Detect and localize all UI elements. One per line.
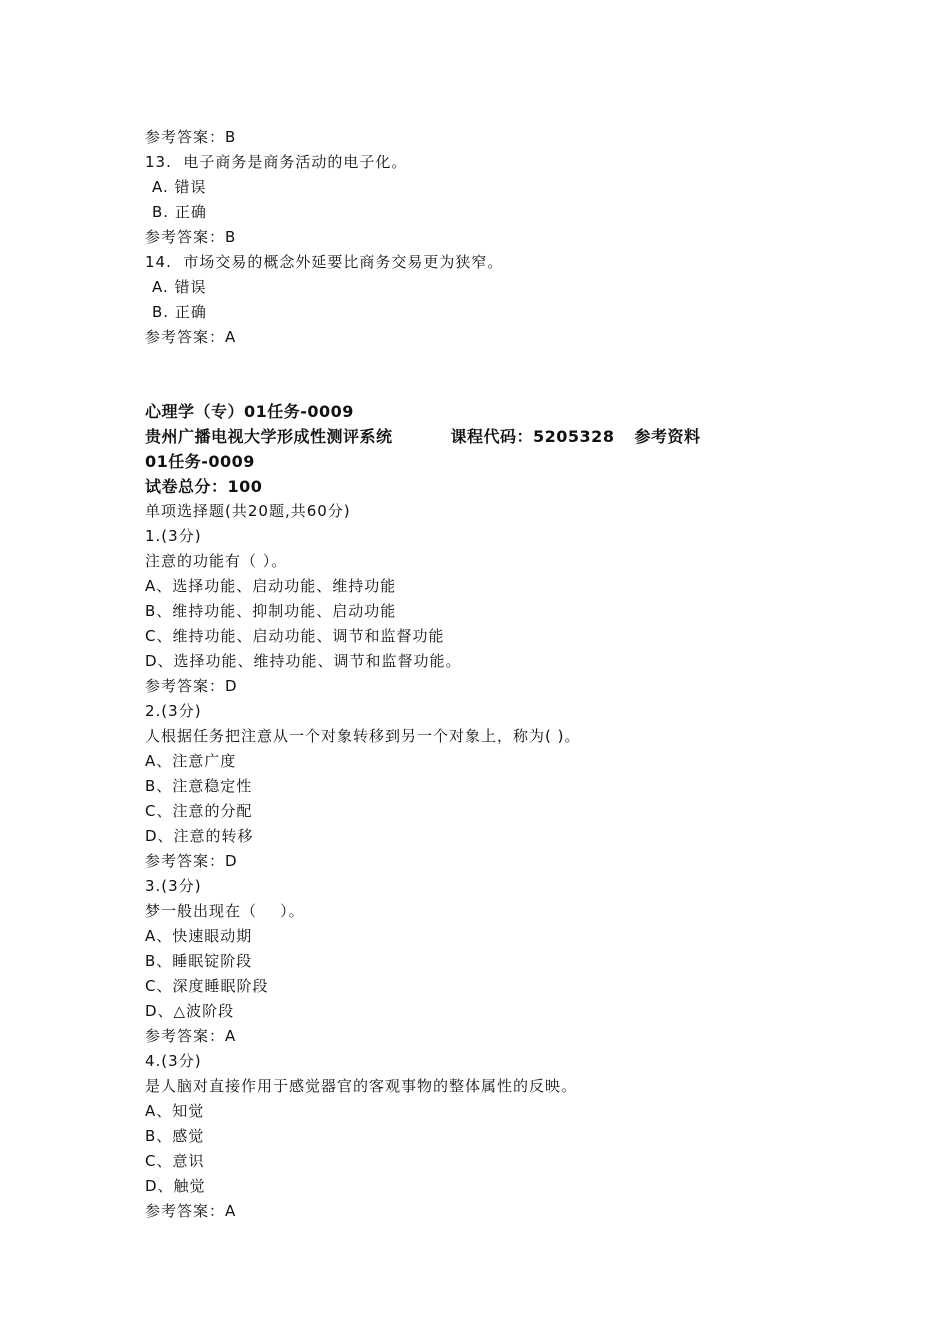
section-title: 单项选择题(共20题,共60分) — [145, 502, 351, 520]
system-name: 贵州广播电视大学形成性测评系统 — [145, 427, 393, 446]
question-3-option-a: A、快速眼动期 — [145, 927, 253, 945]
question-3-answer: 参考答案：A — [145, 1027, 237, 1045]
exam-title: 心理学（专）01任务-0009 — [145, 402, 354, 421]
question-4-option-a: A、知觉 — [145, 1102, 205, 1120]
question-2-option-d: D、注意的转移 — [145, 827, 254, 845]
question-1-stem: 注意的功能有（ ）。 — [145, 552, 288, 570]
question-1-option-c: C、维持功能、启动功能、调节和监督功能 — [145, 627, 445, 645]
question-13-option-b: B. 正确 — [152, 203, 207, 221]
answer-q12: 参考答案：B — [145, 128, 237, 146]
question-14 — [145, 250, 503, 275]
question-3-option-c: C、深度睡眠阶段 — [145, 977, 269, 995]
answer-q14: 参考答案：A — [145, 328, 237, 346]
question-14-option-b: B. 正确 — [152, 303, 207, 321]
question-2-option-c: C、注意的分配 — [145, 802, 253, 820]
question-4-option-d: D、触觉 — [145, 1177, 206, 1195]
task-code: 01任务-0009 — [145, 452, 255, 471]
question-13-option-a: A. 错误 — [152, 178, 207, 196]
question-1-option-a: A、选择功能、启动功能、维持功能 — [145, 577, 397, 595]
question-1-answer: 参考答案：D — [145, 677, 238, 695]
question-1-option-d: D、选择功能、维持功能、调节和监督功能。 — [145, 652, 462, 670]
question-4-option-c: C、意识 — [145, 1152, 205, 1170]
question-3-score: 3.(3分) — [145, 877, 202, 895]
course-code: 课程代码：5205328 — [450, 427, 615, 446]
question-2-score: 2.(3分) — [145, 702, 202, 720]
question-4-option-b: B、感觉 — [145, 1127, 205, 1145]
question-1-option-b: B、维持功能、抑制功能、启动功能 — [145, 602, 397, 620]
question-13-text: 电子商务是商务活动的电子化。 — [183, 153, 408, 171]
question-2-answer: 参考答案：D — [145, 852, 238, 870]
question-14-number: 14. — [145, 253, 172, 271]
question-14-text: 市场交易的概念外延要比商务交易更为狭窄。 — [183, 253, 504, 271]
question-3-option-b: B、睡眠锭阶段 — [145, 952, 253, 970]
question-2-stem: 人根据任务把注意从一个对象转移到另一个对象上，称为( )。 — [145, 727, 581, 745]
question-1-score: 1.(3分) — [145, 527, 202, 545]
question-4-stem: 是人脑对直接作用于感觉器官的客观事物的整体属性的反映。 — [145, 1077, 578, 1095]
reference-label: 参考资料 — [634, 427, 701, 446]
exam-header-line — [145, 424, 765, 449]
question-4-score: 4.(3分) — [145, 1052, 202, 1070]
question-3-stem: 梦一般出现在（ ）。 — [145, 902, 305, 920]
question-2-option-b: B、注意稳定性 — [145, 777, 253, 795]
answer-q13: 参考答案：B — [145, 228, 237, 246]
question-13 — [145, 150, 407, 175]
question-13-number: 13. — [145, 153, 172, 171]
question-4-answer: 参考答案：A — [145, 1202, 237, 1220]
question-14-option-a: A. 错误 — [152, 278, 207, 296]
total-score: 试卷总分：100 — [145, 477, 263, 496]
question-2-option-a: A、注意广度 — [145, 752, 237, 770]
question-3-option-d: D、△波阶段 — [145, 1002, 235, 1020]
